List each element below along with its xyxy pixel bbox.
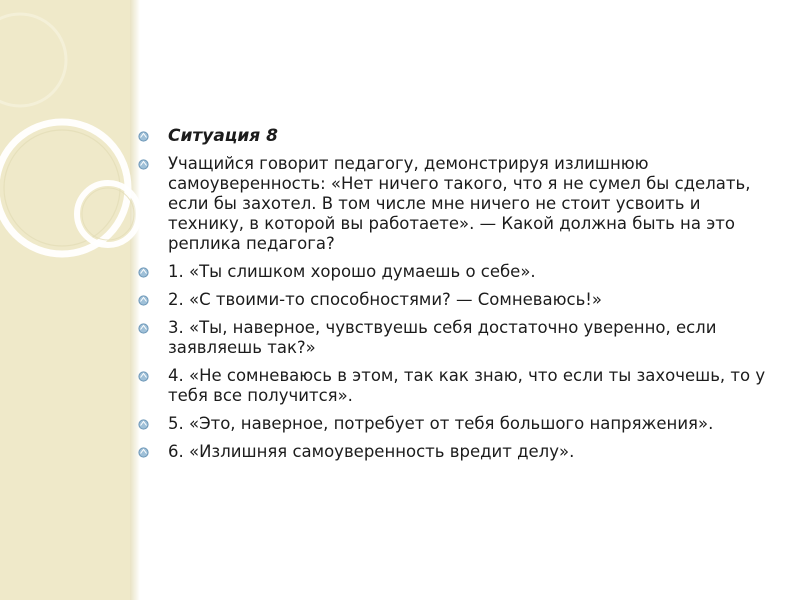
situation-title: Ситуация 8 (168, 126, 278, 146)
bullet-icon (138, 295, 149, 306)
bullet-icon (138, 447, 149, 458)
answer-option-5: 5. «Это, наверное, потребует от тебя большого напряжения». (168, 414, 714, 433)
bullet-icon (138, 267, 149, 278)
bullet-icon (138, 131, 149, 142)
left-decorative-band (0, 0, 130, 600)
list-item (138, 414, 778, 434)
bullet-list (138, 126, 778, 462)
answer-option-4: 4. «Не сомневаюсь в этом, так как знаю, что если ты захочешь, то у тебя все получится». (168, 366, 766, 405)
list-item (138, 442, 778, 462)
list-item (138, 366, 778, 406)
answer-option-3: 3. «Ты, наверное, чувствуешь себя достаточно уверенно, если заявляешь так?» (168, 318, 717, 357)
bullet-icon (138, 371, 149, 382)
list-item (138, 154, 778, 254)
situation-description: Учащийся говорит педагогу, демонстрируя излишнюю самоуверенность: «Нет ничего такого, что я не сумел бы сделать, если бы захотел. В том числе мне ничего не стоит усвоить и технику, в которой вы работаете». — Какой должна быть на это реплика педагога? (168, 154, 751, 253)
bullet-icon (138, 323, 149, 334)
answer-option-6: 6. «Излишняя самоуверенность вредит делу». (168, 442, 575, 461)
bullet-icon (138, 159, 149, 170)
list-item (138, 290, 778, 310)
answer-option-2: 2. «С твоими-то способностями? — Сомневаюсь!» (168, 290, 603, 309)
list-item-title (138, 126, 778, 146)
slide-content (138, 126, 778, 470)
list-item (138, 318, 778, 358)
answer-option-1: 1. «Ты слишком хорошо думаешь о себе». (168, 262, 536, 281)
list-item (138, 262, 778, 282)
bullet-icon (138, 419, 149, 430)
